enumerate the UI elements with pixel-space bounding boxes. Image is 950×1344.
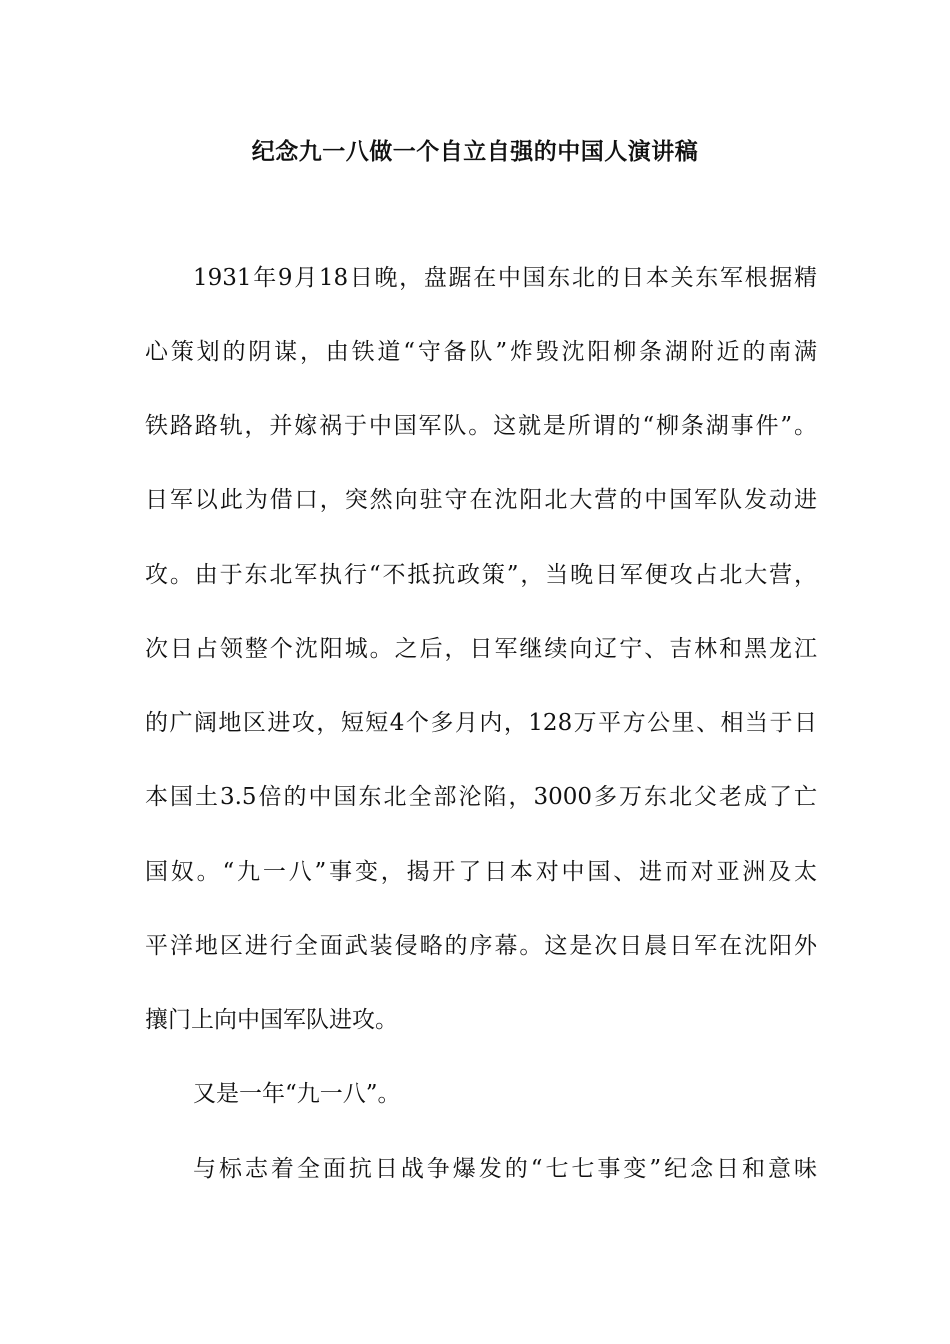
document-title: 纪念九一八做一个自立自强的中国人演讲稿: [251, 139, 699, 165]
paragraph-line: 的广阔地区进攻，短短4个多月内，128万平方公里、相当于日: [145, 710, 817, 736]
paragraph-line: 铁路路轨，并嫁祸于中国军队。这就是所谓的“柳条湖事件”。: [145, 413, 817, 439]
paragraph-line: 平洋地区进行全面武装侵略的序幕。这是次日晨日军在沈阳外: [145, 933, 817, 959]
paragraph-line: 又是一年“九一八”。: [193, 1081, 401, 1107]
paragraph-line: 1931年9月18日晚，盘踞在中国东北的日本关东军根据精: [193, 265, 817, 291]
paragraph-line: 攻。由于东北军执行“不抵抗政策”，当晚日军便攻占北大营，: [145, 562, 817, 588]
paragraph-line: 日军以此为借口，突然向驻守在沈阳北大营的中国军队发动进: [145, 487, 817, 513]
paragraph-line: 攘门上向中国军队进攻。: [145, 1007, 398, 1033]
paragraph-line: 次日占领整个沈阳城。之后，日军继续向辽宁、吉林和黑龙江: [145, 636, 817, 662]
paragraph-line: 国奴。“九一八”事变，揭开了日本对中国、进而对亚洲及太: [145, 859, 817, 885]
paragraph-line: 与标志着全面抗日战争爆发的“七七事变”纪念日和意味: [193, 1156, 817, 1182]
paragraph-line: 心策划的阴谋，由铁道“守备队”炸毁沈阳柳条湖附近的南满: [145, 339, 817, 365]
paragraph-line: 本国土3.5倍的中国东北全部沦陷，3000多万东北父老成了亡: [145, 784, 817, 810]
